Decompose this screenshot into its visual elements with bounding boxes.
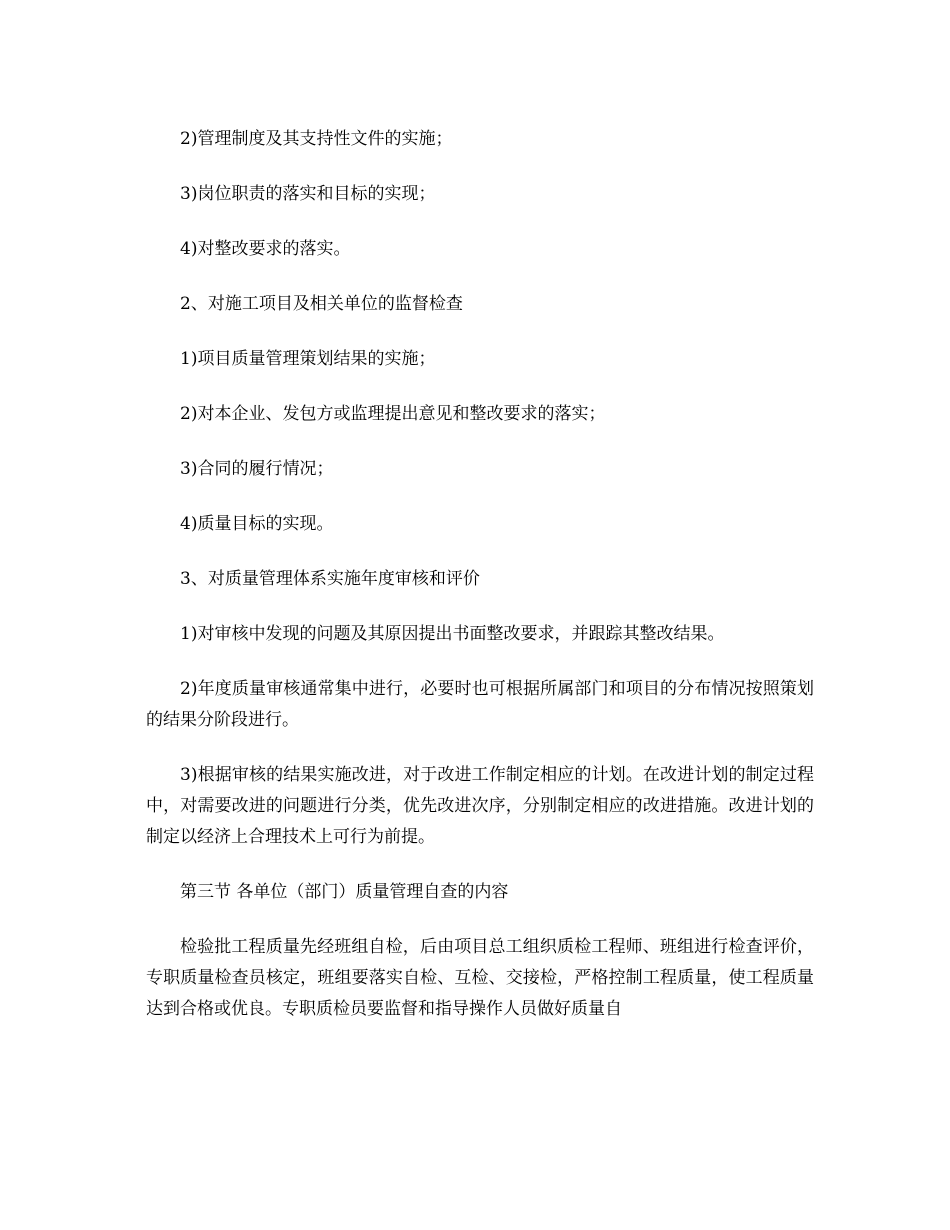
section-heading-self-inspection: 第三节 各单位（部门）质量管理自查的内容: [180, 882, 509, 902]
document-body: [146, 124, 814, 1049]
paragraph-mgmt-system: 2)管理制度及其支持性文件的实施；: [180, 129, 453, 149]
paragraph-job-duties: 3)岗位职责的落实和目标的实现；: [180, 184, 436, 204]
paragraph-rectification: 4)对整改要求的落实。: [180, 239, 351, 259]
paragraph-planning-results: 1)项目质量管理策划结果的实施；: [180, 349, 436, 369]
paragraph-inspection-batch: 检验批工程质量先经班组自检，后由项目总工组织质检工程师、班组进行检查评价，专职质量检查员核定，班组要落实自检、互检、交接检，严格控制工程质量，使工程质量达到合格或优良。专职质检员要监督和指导操作人员做好质量自: [146, 937, 814, 1019]
paragraph-contract: 3)合同的履行情况；: [180, 459, 334, 479]
section-heading-project-supervision: 2、对施工项目及相关单位的监督检查: [180, 294, 463, 314]
paragraph-annual-audit: 2)年度质量审核通常集中进行，必要时也可根据所属部门和项目的分布情况按照策划的结果分阶段进行。: [146, 679, 814, 730]
paragraph-improvement-plan: 3)根据审核的结果实施改进，对于改进工作制定相应的计划。在改进计划的制定过程中，对需要改进的问题进行分类，优先改进次序，分别制定相应的改进措施。改进计划的制定以经济上合理技术上可行为前提。: [146, 765, 814, 847]
paragraph-quality-goals: 4)质量目标的实现。: [180, 514, 334, 534]
paragraph-opinions: 2)对本企业、发包方或监理提出意见和整改要求的落实；: [180, 404, 606, 424]
paragraph-audit-issues: 1)对审核中发现的问题及其原因提出书面整改要求，并跟踪其整改结果。: [180, 624, 725, 644]
section-heading-annual-audit: 3、对质量管理体系实施年度审核和评价: [180, 569, 480, 589]
